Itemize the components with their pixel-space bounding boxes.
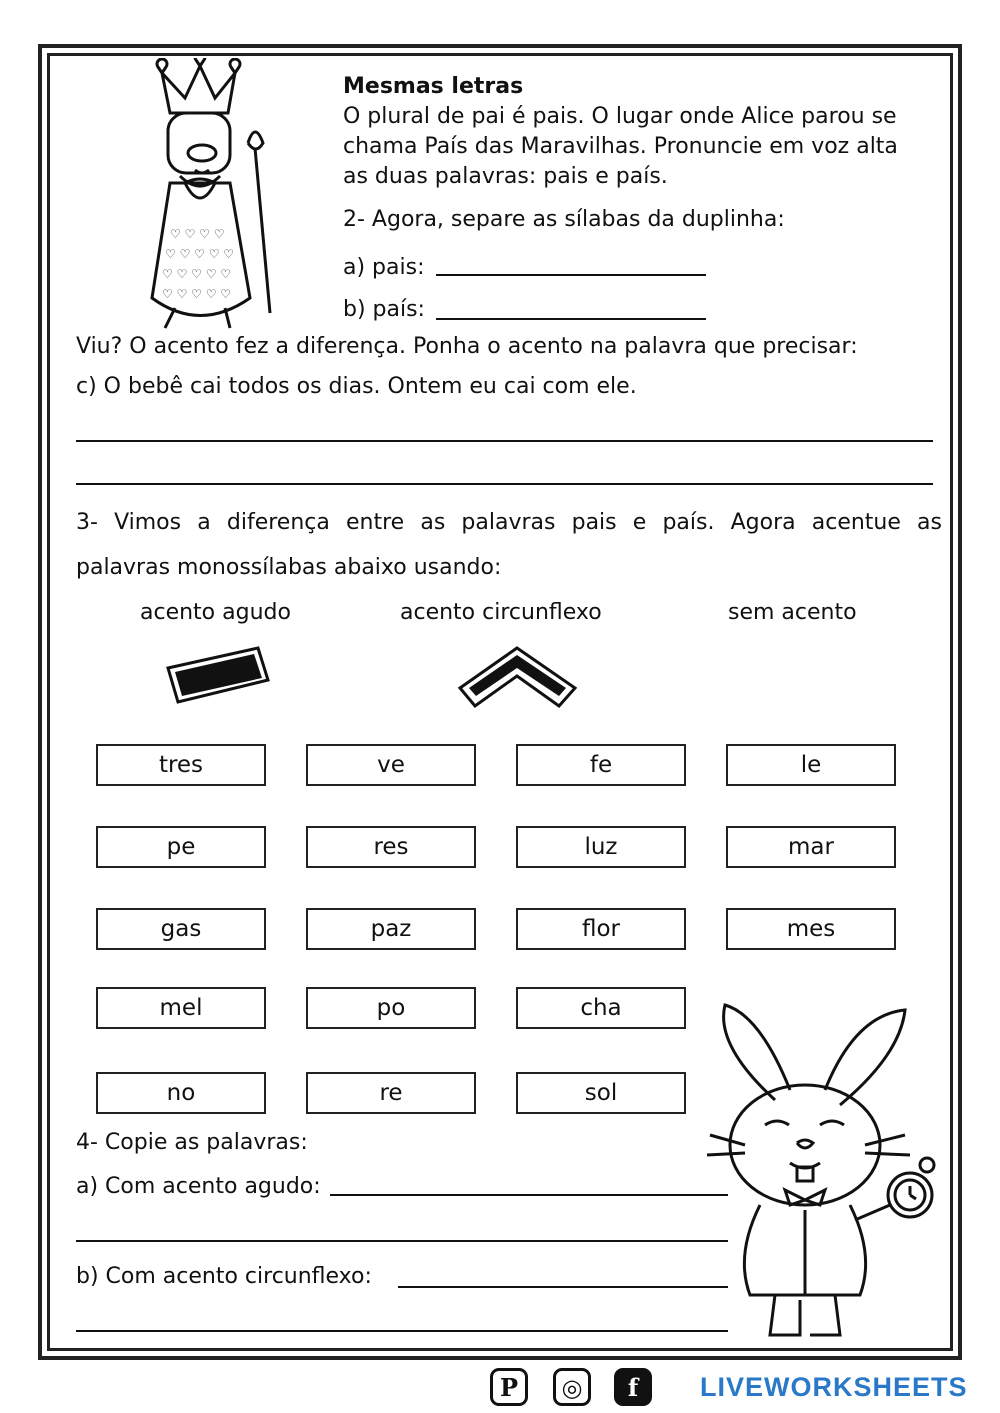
intro-line-2: chama País das Maravilhas. Pronuncie em voz alta	[343, 134, 898, 159]
q2-prompt: 2- Agora, separe as sílabas da duplinha:	[343, 207, 785, 232]
q2b-label: b) país:	[343, 297, 425, 322]
q2a-label: a) pais:	[343, 255, 425, 280]
category-circumflex: acento circunflexo	[400, 600, 602, 625]
word-box[interactable]: re	[306, 1072, 476, 1114]
q2c-answer-line-2[interactable]	[76, 483, 933, 485]
acute-accent-icon	[160, 640, 280, 710]
word-box[interactable]: le	[726, 744, 896, 786]
q2b-answer-line[interactable]	[436, 318, 706, 320]
intro-line-1: O plural de pai é pais. O lugar onde Alice parou se	[343, 104, 897, 129]
word-box[interactable]: mes	[726, 908, 896, 950]
word-box[interactable]: gas	[96, 908, 266, 950]
svg-text:♡ ♡ ♡ ♡: ♡ ♡ ♡ ♡	[170, 227, 225, 241]
section-title: Mesmas letras	[343, 74, 524, 99]
word-box[interactable]: sol	[516, 1072, 686, 1114]
word-box[interactable]: pe	[96, 826, 266, 868]
category-acute: acento agudo	[140, 600, 291, 625]
pinterest-icon[interactable]: P	[490, 1368, 528, 1406]
word-box[interactable]: mel	[96, 987, 266, 1029]
word-box[interactable]: paz	[306, 908, 476, 950]
accent-note: Viu? O acento fez a diferença. Ponha o acento na palavra que precisar:	[76, 334, 858, 359]
q4b-label: b) Com acento circunflexo:	[76, 1264, 372, 1289]
word-box[interactable]: tres	[96, 744, 266, 786]
word-box[interactable]: mar	[726, 826, 896, 868]
word-box[interactable]: po	[306, 987, 476, 1029]
instagram-icon[interactable]: ◎	[553, 1368, 591, 1406]
svg-text:♡ ♡ ♡ ♡ ♡: ♡ ♡ ♡ ♡ ♡	[162, 287, 232, 301]
q2c-sentence: c) O bebê cai todos os dias. Ontem eu cai com ele.	[76, 374, 637, 399]
q3-line-1: 3- Vimos a diferença entre as palavras pais e país. Agora acentue as	[76, 510, 942, 535]
q4a-answer-line[interactable]	[330, 1194, 728, 1196]
svg-text:♡ ♡ ♡ ♡ ♡: ♡ ♡ ♡ ♡ ♡	[162, 267, 232, 281]
q4-prompt: 4- Copie as palavras:	[76, 1130, 308, 1155]
word-box[interactable]: res	[306, 826, 476, 868]
svg-text:♡ ♡ ♡ ♡ ♡: ♡ ♡ ♡ ♡ ♡	[165, 247, 235, 261]
facebook-icon[interactable]: f	[614, 1368, 652, 1406]
q4b-answer-line[interactable]	[398, 1286, 728, 1288]
circumflex-accent-icon	[455, 640, 580, 715]
word-box[interactable]: ve	[306, 744, 476, 786]
queen-illustration	[140, 58, 300, 333]
brand-watermark: LIVEWORKSHEETS	[700, 1372, 968, 1402]
q2c-answer-line-1[interactable]	[76, 440, 933, 442]
q4a-label: a) Com acento agudo:	[76, 1174, 321, 1199]
word-box[interactable]: luz	[516, 826, 686, 868]
word-box[interactable]: fe	[516, 744, 686, 786]
word-box[interactable]: no	[96, 1072, 266, 1114]
word-box[interactable]: flor	[516, 908, 686, 950]
word-box[interactable]: cha	[516, 987, 686, 1029]
q4a-answer-line-2[interactable]	[76, 1240, 728, 1242]
q3-line-2: palavras monossílabas abaixo usando:	[76, 555, 502, 580]
rabbit-illustration	[705, 995, 945, 1345]
q2a-answer-line[interactable]	[436, 274, 706, 276]
category-none: sem acento	[728, 600, 857, 625]
intro-line-3: as duas palavras: pais e país.	[343, 164, 668, 189]
q4b-answer-line-2[interactable]	[76, 1330, 728, 1332]
